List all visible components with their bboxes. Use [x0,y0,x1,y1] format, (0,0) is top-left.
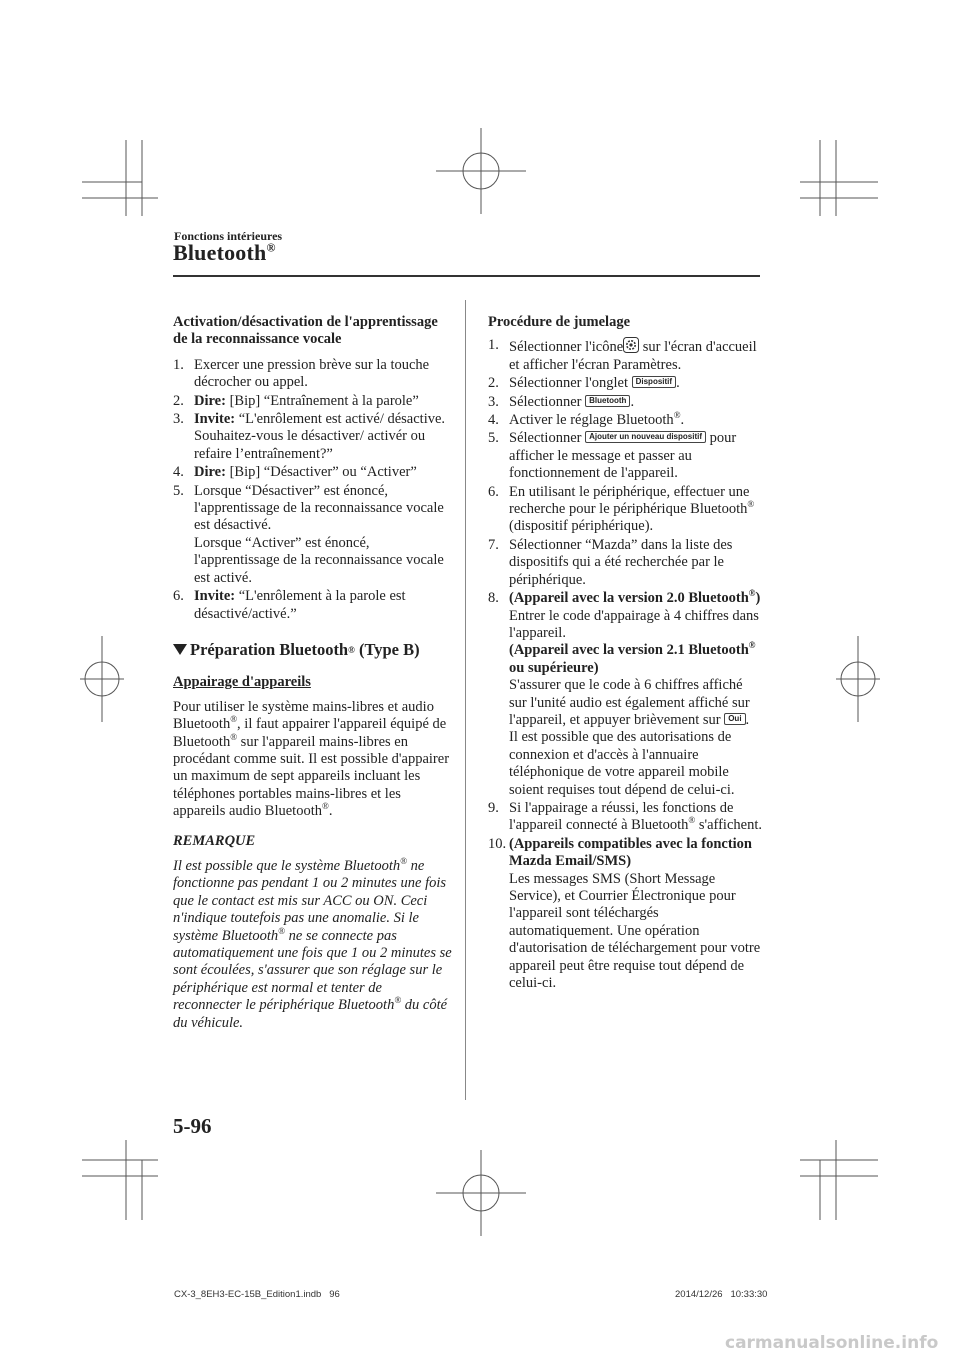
list-item: 4. Activer le réglage Bluetooth®. [488,410,685,429]
triangle-down-icon [173,644,187,655]
voice-training-heading: Activation/désactivation de l'apprentissage de la reconnaissance vocale [173,314,438,348]
step-text: “L'enrôlement est activé/ désactive. Souhaitez-vous le désactiver/ activér ou refaire l’entraînement?” [194,411,446,462]
step-keyword: Invite: [194,411,236,428]
step-text: Exercer une pression brève sur la touche décrocher ou appel. [194,356,430,391]
section-label: Fonctions intérieures [174,229,283,243]
dispositif-tab-button: Dispositif [632,376,676,388]
column-divider [465,300,466,1100]
list-item [173,357,453,392]
list-item: 10. (Appareils compatibles avec la fonction Mazda Email/SMS) Les messages SMS (Short Message Service), et Courrier Électronique pour l'appareil sont téléchargés automatiquement. Une opération d'autorisation de téléchargement pour votre appareil peut être requise tout dépend de celui-ci. [488,835,761,992]
list-item [173,464,453,481]
oui-button: Oui [724,713,745,725]
section-heading-text: Préparation Bluetooth [190,639,349,659]
subheading: Appairage d'appareils [173,674,311,691]
list-item [173,588,453,623]
settings-gear-icon [623,337,639,353]
list-item [173,393,453,410]
list-item: 7. Sélectionner “Mazda” dans la liste des dispositifs qui a été recherchée par le périphérique. [488,536,733,588]
page-title [173,240,276,266]
step-keyword: Dire: [194,392,226,409]
watermark: carmanualsonline.info [725,1333,939,1353]
step-text: [Bip] “Entraînement à la parole” [225,392,419,409]
list-item [173,411,453,463]
step-text: “L'enrôlement à la parole est désactivé/activé.” [194,588,406,622]
page-number: 5-96 [173,1114,212,1138]
list-item: 6. En utilisant le périphérique, effectuer une recherche pour le périphérique Bluetooth® (dispositif périphérique). [488,483,755,535]
step-number: 2. [173,392,184,409]
list-item: 5. Sélectionner Ajouter un nouveau dispositif pour afficher le message et passer au fonctionnement de l'appareil. [488,430,737,482]
step-number: 5. [173,482,184,499]
registered-mark: ® [266,240,276,255]
step-text: [Bip] “Désactiver” ou “Activer” [225,464,417,481]
header-rule [173,275,760,277]
step-text: Lorsque “Désactiver” est énoncé, l'apprentissage de la reconnaissance vocale est désactivé. [194,482,444,534]
step-number: 3. [173,411,184,428]
step-number: 1. [173,356,184,373]
step-number: 4. [173,464,184,481]
pairing-steps [488,337,763,992]
page-title-text: Bluetooth [173,240,267,265]
list-item: 2. Sélectionner l'onglet Dispositif . [488,375,680,392]
section-heading-suffix: (Type B) [354,639,420,659]
section-heading: Préparation Bluetooth ® (Type B) [173,641,453,658]
list-item: 3. Sélectionner Bluetooth . [488,393,635,410]
add-new-device-button: Ajouter un nouveau dispositif [585,431,706,443]
list-item: 8. (Appareil avec la version 2.0 Bluetooth®) Entrer le code d'appairage à 4 chiffres dans l'appareil. (Appareil avec la version 2.1 Bluetooth® ou supérieure) S'assurer que le code à 6 chiffres affiché sur l'unité audio est également affiché sur l'appareil, et appuyer brièvement sur Oui . Il est possible que des autorisations de connexion et d'accès à l'annuaire téléphonique de votre appareil mobile soient requises tout dépend de celui-ci. [488,588,761,798]
pairing-heading: Procédure de jumelage [488,314,631,330]
left-column [173,314,453,1032]
intro-paragraph: Pour utiliser le système mains-libres et audio Bluetooth®, il faut appairer l'appareil équipé de Bluetooth® sur l'appareil mains-libres en procédant comme suit. Il est possible d'appairer un maximum de sept appareils incluant les téléphones portables mains-libres et les appareils audio Bluetooth®. [173,698,450,820]
note-title: REMARQUE [173,832,256,849]
list-item [173,483,453,587]
step-keyword: Invite: [194,588,236,605]
bluetooth-button: Bluetooth [585,395,630,407]
list-item: 9. Si l'appairage a réussi, les fonctions de l'appareil connecté à Bluetooth® s'affichent. [488,799,762,834]
step-number: 6. [173,588,184,605]
voice-training-steps [173,357,453,623]
footer-filename: CX-3_8EH3-EC-15B_Edition1.indb 96 [174,1289,340,1300]
note-text: Il est possible que le système Bluetooth® ne fonctionne pas pendant 1 ou 2 minutes une fois que le contact est mis sur ACC ou ON. Ceci n'indique toutefois pas une anomalie. Si le système Bluetooth® ne se connecte pas automatiquement une fois que 1 ou 2 minutes se sont écoulées, s'assurer que son réglage sur le périphérique est normal et tenter de reconnecter le périphérique Bluetooth® du côté du véhicule. [173,856,452,1031]
step-keyword: Dire: [194,464,226,481]
right-column [488,314,763,993]
list-item: 1. Sélectionner l'icône sur l'écran d'accueil et afficher l'écran Paramètres. [488,337,757,373]
footer-timestamp: 2014/12/26 10:33:30 [675,1289,768,1300]
step-text: Lorsque “Activer” est énoncé, l'apprentissage de la reconnaissance vocale est activé. [194,534,444,586]
